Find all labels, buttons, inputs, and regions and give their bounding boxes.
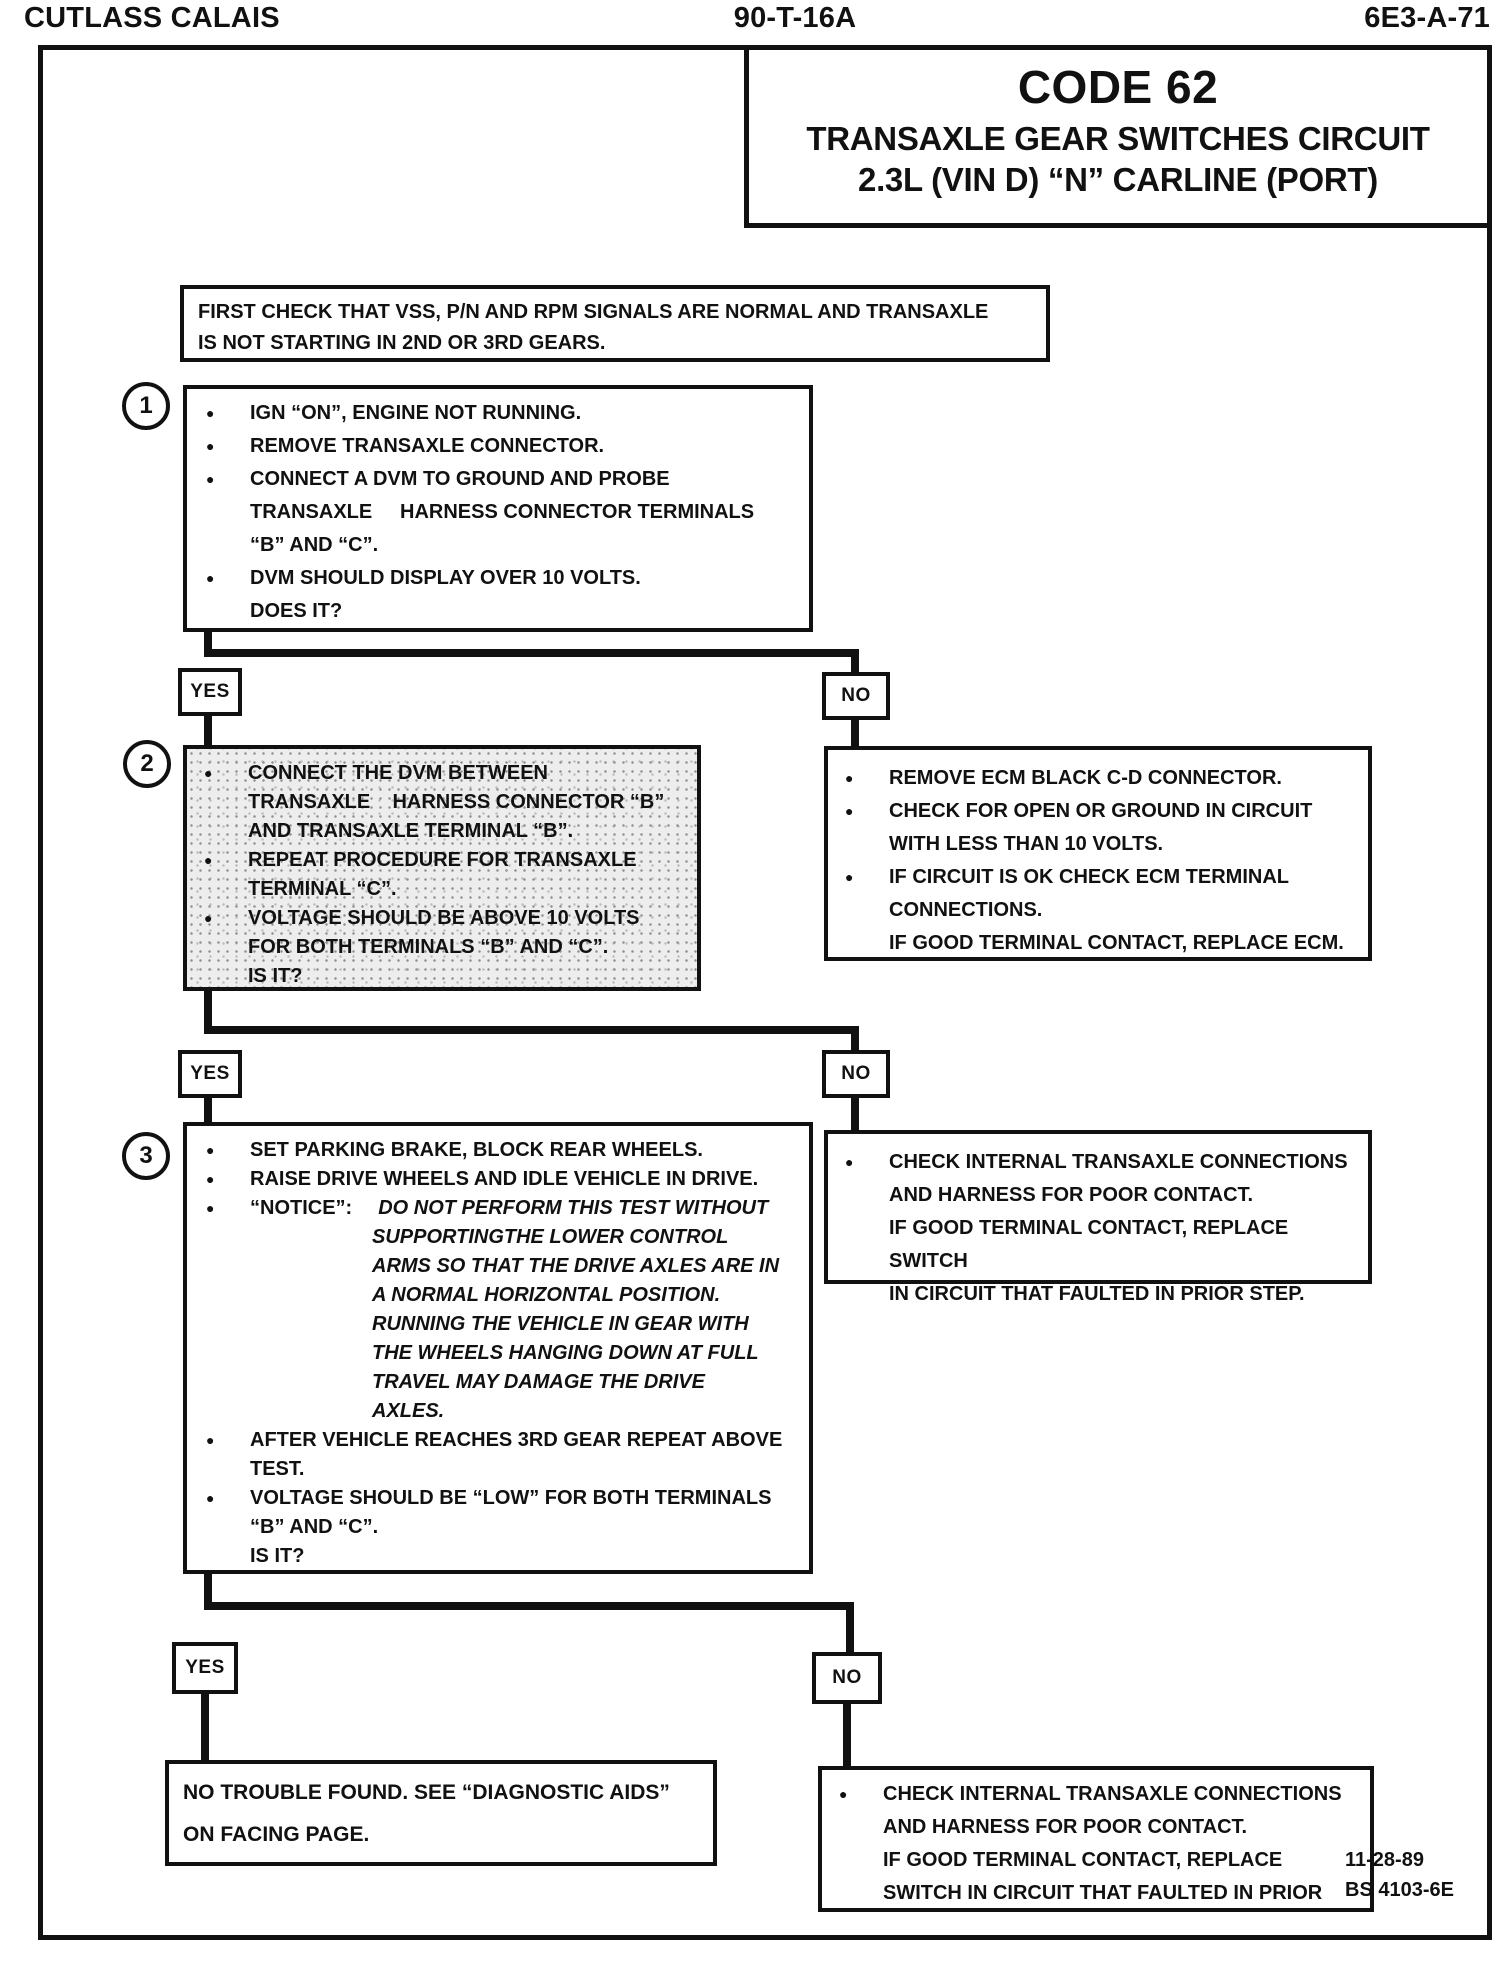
text-run: VOLTAGE SHOULD BE “LOW” FOR BOTH TERMINALS	[250, 1487, 772, 1509]
connector-line	[843, 1702, 851, 1768]
bullet-spacer	[842, 1179, 889, 1212]
text-run: IF GOOD TERMINAL CONTACT, REPLACE SWITCH	[889, 1217, 1289, 1272]
text-line	[203, 1542, 809, 1571]
text-run: SWITCH IN CIRCUIT THAT FAULTED IN PRIOR	[883, 1882, 1323, 1904]
dtc-code-title: CODE 62	[1017, 61, 1219, 113]
text-run: FIRST CHECK THAT VSS, P/N AND RPM SIGNALS ARE NORMAL AND TRANSAXLE	[198, 301, 989, 323]
bullet-spacer	[842, 1212, 889, 1278]
no-label: NO	[841, 1063, 871, 1084]
text-line	[203, 397, 809, 430]
text-run: CHECK FOR OPEN OR GROUND IN CIRCUIT	[889, 800, 1313, 822]
page-footer	[1345, 1845, 1454, 1905]
text-line-label	[248, 904, 697, 933]
text-line-label	[889, 795, 1368, 828]
text-line	[203, 1368, 809, 1397]
text-run: IF CIRCUIT IS OK CHECK ECM TERMINAL	[889, 866, 1289, 888]
text-line	[201, 933, 697, 962]
text-line-label	[889, 762, 1368, 795]
text-line	[842, 1179, 1368, 1212]
text-line	[203, 1513, 809, 1542]
text-line	[203, 463, 809, 496]
text-run: WITH LESS THAN 10 VOLTS.	[889, 833, 1164, 855]
connector-line	[204, 649, 859, 657]
step-number: 2	[140, 750, 154, 777]
text-line	[203, 595, 809, 628]
text-line-label	[889, 1278, 1368, 1311]
text-line-label	[889, 1212, 1368, 1278]
text-line-label	[250, 1281, 809, 1310]
text-line	[203, 1310, 809, 1339]
bullet-spacer	[203, 1252, 250, 1281]
decision-3-yes-box	[172, 1642, 238, 1694]
text-line-label	[250, 397, 809, 430]
text-line	[203, 1426, 809, 1455]
text-line-label	[183, 1814, 713, 1856]
text-run: DVM SHOULD DISPLAY OVER 10 VOLTS.	[250, 567, 641, 589]
bullet-spacer	[203, 1310, 250, 1339]
text-run: REPEAT PROCEDURE FOR TRANSAXLE	[248, 849, 637, 871]
bullet-icon: ●	[204, 852, 213, 868]
text-line	[198, 328, 1046, 359]
text-run: ARMS SO THAT THE DRIVE AXLES ARE IN	[372, 1255, 780, 1277]
bullet-spacer	[201, 875, 248, 904]
bullet-spacer	[203, 496, 250, 529]
text-line	[183, 1772, 713, 1814]
bullet-spacer	[842, 894, 889, 927]
connector-line	[851, 649, 859, 674]
text-line	[201, 788, 697, 817]
connector-line	[201, 1692, 209, 1762]
bullet-spacer	[836, 1844, 883, 1877]
text-line	[842, 1278, 1368, 1311]
text-line-label	[250, 430, 809, 463]
footer-date: 11-28-89	[1345, 1849, 1424, 1871]
step-number: 3	[139, 1142, 153, 1169]
text-run: TRAVEL MAY DAMAGE THE DRIVE	[372, 1371, 705, 1393]
text-line	[842, 1212, 1368, 1278]
text-run: CHECK INTERNAL TRANSAXLE CONNECTIONS	[883, 1783, 1342, 1805]
text-line	[183, 1814, 713, 1856]
text-line	[836, 1844, 1370, 1877]
text-line-label	[250, 1165, 809, 1194]
text-line-label	[883, 1877, 1370, 1910]
result-yes-box	[165, 1760, 717, 1866]
bullet-spacer	[203, 1281, 250, 1310]
step-3-action-box	[183, 1122, 813, 1574]
step-1-action-box	[183, 385, 813, 632]
text-line	[201, 759, 697, 788]
text-run: TRANSAXLE HARNESS CONNECTOR “B”	[248, 791, 665, 813]
bullet-spacer	[842, 1278, 889, 1311]
text-run: CONNECTIONS.	[889, 899, 1043, 921]
text-run: NO TROUBLE FOUND. SEE “DIAGNOSTIC AIDS”	[183, 1781, 670, 1804]
text-run: ON FACING PAGE.	[183, 1823, 370, 1846]
text-line	[201, 817, 697, 846]
text-run: A NORMAL HORIZONTAL POSITION.	[372, 1284, 721, 1306]
text-run: DO NOT PERFORM THIS TEST WITHOUT	[378, 1197, 769, 1219]
bullet-icon: ●	[206, 1490, 215, 1506]
bullet-spacer	[201, 933, 248, 962]
connector-line	[204, 714, 212, 747]
text-run: SUPPORTINGTHE LOWER CONTROL	[372, 1226, 729, 1248]
text-line-label	[889, 828, 1368, 861]
text-line	[203, 562, 809, 595]
text-line-label	[883, 1811, 1370, 1844]
text-line-label	[883, 1844, 1370, 1877]
text-line-label	[250, 1223, 809, 1252]
text-line-label	[889, 1146, 1368, 1179]
bullet-spacer	[201, 962, 248, 991]
text-line	[203, 1455, 809, 1484]
step-3-number-badge	[122, 1132, 170, 1180]
bullet-spacer	[203, 1223, 250, 1252]
bullet-icon: ●	[206, 1200, 215, 1216]
yes-label: YES	[185, 1657, 225, 1678]
text-run: AND TRANSAXLE TERMINAL “B”.	[248, 820, 574, 842]
text-line-label	[250, 1455, 809, 1484]
step-1-number-badge	[122, 382, 170, 430]
bullet-icon: ●	[206, 438, 215, 454]
bullet-icon: ●	[206, 1142, 215, 1158]
text-line	[842, 762, 1368, 795]
text-run: CONNECT THE DVM BETWEEN	[248, 762, 548, 784]
bullet-spacer	[842, 828, 889, 861]
text-line-label	[250, 1252, 809, 1281]
text-line	[201, 962, 697, 991]
text-line-label	[248, 817, 697, 846]
connector-line	[204, 1602, 854, 1610]
text-line	[203, 1165, 809, 1194]
text-line-label	[883, 1778, 1370, 1811]
bullet-icon: ●	[206, 405, 215, 421]
text-line	[203, 1484, 809, 1513]
text-line-label	[250, 1194, 809, 1223]
decision-1-no-box	[822, 672, 890, 720]
text-line-label	[889, 927, 1368, 960]
text-run: TERMINAL “C”.	[248, 878, 397, 900]
text-line-label	[248, 962, 697, 991]
text-line-label	[250, 1368, 809, 1397]
bullet-spacer	[201, 788, 248, 817]
text-run: VOLTAGE SHOULD BE ABOVE 10 VOLTS	[248, 907, 640, 929]
text-run: REMOVE TRANSAXLE CONNECTOR.	[250, 435, 605, 457]
text-line	[201, 846, 697, 875]
text-run: THE WHEELS HANGING DOWN AT FULL	[372, 1342, 759, 1364]
decision-2-yes-box	[178, 1050, 242, 1098]
page-header-doc-number: 90-T-16A	[733, 2, 857, 34]
bullet-icon: ●	[204, 765, 213, 781]
text-line	[203, 496, 809, 529]
text-run: SET PARKING BRAKE, BLOCK REAR WHEELS.	[250, 1139, 703, 1161]
footer-doc-code: BS 4103-6E	[1345, 1879, 1454, 1901]
text-run: TRANSAXLE HARNESS CONNECTOR TERMINALS	[250, 501, 755, 523]
text-run: AXLES.	[372, 1400, 445, 1422]
bullet-spacer	[842, 927, 889, 960]
text-line	[203, 1194, 809, 1223]
yes-label: YES	[190, 1063, 230, 1084]
text-line-label	[183, 1772, 713, 1814]
text-line	[203, 1252, 809, 1281]
text-run: TEST.	[250, 1458, 305, 1480]
text-line	[198, 297, 1046, 328]
decision-2-no-result-box	[824, 1130, 1372, 1305]
text-line-label	[250, 1542, 809, 1571]
bullet-spacer	[201, 817, 248, 846]
bullet-icon: ●	[206, 1432, 215, 1448]
bullet-spacer	[836, 1811, 883, 1844]
text-line	[842, 828, 1368, 861]
text-line-label	[250, 529, 809, 562]
text-line-label	[250, 496, 809, 529]
text-line-label	[198, 328, 1046, 359]
bullet-icon: ●	[845, 803, 854, 819]
text-line-label	[889, 1179, 1368, 1212]
decision-3-no-box	[812, 1652, 882, 1704]
text-run: REMOVE ECM BLACK C-D CONNECTOR.	[889, 767, 1282, 789]
text-line-label	[250, 1426, 809, 1455]
result-no-box	[818, 1766, 1374, 1912]
text-run: IF GOOD TERMINAL CONTACT, REPLACE ECM.	[889, 932, 1344, 954]
text-run: AND HARNESS FOR POOR CONTACT.	[883, 1816, 1248, 1838]
text-line-label	[250, 562, 809, 595]
title-subtitle-1: TRANSAXLE GEAR SWITCHES CIRCUIT	[806, 120, 1430, 157]
text-line	[842, 795, 1368, 828]
text-run: AFTER VEHICLE REACHES 3RD GEAR REPEAT ABOVE	[250, 1429, 783, 1451]
decision-1-no-result-box	[824, 746, 1372, 961]
connector-line	[846, 1602, 854, 1654]
step-2-action-box	[183, 745, 701, 991]
text-line-label	[248, 846, 697, 875]
bullet-icon: ●	[204, 910, 213, 926]
connector-line	[204, 1026, 859, 1034]
bullet-icon: ●	[845, 770, 854, 786]
text-line-label	[889, 861, 1368, 894]
text-run: AND HARNESS FOR POOR CONTACT.	[889, 1184, 1254, 1206]
text-line	[203, 430, 809, 463]
bullet-icon: ●	[206, 471, 215, 487]
text-line-label	[248, 933, 697, 962]
text-line-label	[248, 875, 697, 904]
bullet-icon: ●	[845, 869, 854, 885]
text-run: CONNECT A DVM TO GROUND AND PROBE	[250, 468, 670, 490]
text-line	[842, 927, 1368, 960]
bullet-spacer	[203, 1339, 250, 1368]
text-line	[203, 1397, 809, 1426]
text-line-label	[250, 1136, 809, 1165]
text-line-label	[248, 788, 697, 817]
text-line-label	[250, 463, 809, 496]
text-run: RUNNING THE VEHICLE IN GEAR WITH	[372, 1313, 749, 1335]
bullet-spacer	[203, 595, 250, 628]
title-subtitle-2: 2.3L (VIN D) “N” CARLINE (PORT)	[858, 161, 1378, 198]
no-label: NO	[841, 685, 871, 706]
precheck-note-box	[180, 285, 1050, 362]
text-line	[201, 875, 697, 904]
text-line	[203, 1339, 809, 1368]
bullet-icon: ●	[206, 1171, 215, 1187]
yes-label: YES	[190, 681, 230, 702]
text-line-label	[250, 595, 809, 628]
bullet-spacer	[836, 1877, 883, 1910]
bullet-spacer	[203, 1455, 250, 1484]
text-line-label	[889, 894, 1368, 927]
text-run: “B” AND “C”.	[250, 534, 379, 556]
text-line	[842, 861, 1368, 894]
text-run: IS IT?	[248, 965, 303, 987]
text-run: “B” AND “C”.	[250, 1516, 379, 1538]
text-line	[203, 1281, 809, 1310]
decision-2-no-box	[822, 1050, 890, 1098]
connector-line	[851, 718, 859, 748]
title-box	[744, 45, 1492, 228]
step-number: 1	[139, 392, 153, 419]
text-line	[836, 1778, 1370, 1811]
text-line	[842, 1146, 1368, 1179]
text-run: FOR BOTH TERMINALS “B” AND “C”.	[248, 936, 609, 958]
text-line-label	[250, 1310, 809, 1339]
notice-label: “NOTICE”:	[250, 1197, 353, 1219]
page-header-model: CUTLASS CALAIS	[24, 2, 280, 34]
text-line	[836, 1877, 1370, 1910]
text-line-label	[248, 759, 697, 788]
decision-1-yes-box	[178, 668, 242, 716]
text-line-label	[250, 1397, 809, 1426]
page-header-page-code: 6E3-A-71	[1364, 2, 1490, 34]
connector-line	[851, 1096, 859, 1132]
text-run: IF GOOD TERMINAL CONTACT, REPLACE	[883, 1849, 1283, 1871]
bullet-icon: ●	[845, 1154, 854, 1170]
bullet-spacer	[203, 1513, 250, 1542]
text-run: DOES IT?	[250, 600, 343, 622]
bullet-icon: ●	[206, 570, 215, 586]
text-run: RAISE DRIVE WHEELS AND IDLE VEHICLE IN DRIVE.	[250, 1168, 759, 1190]
text-run: IGN “ON”, ENGINE NOT RUNNING.	[250, 402, 582, 424]
bullet-spacer	[203, 529, 250, 562]
text-line-label	[250, 1339, 809, 1368]
text-line-label	[198, 297, 1046, 328]
text-line-label	[250, 1484, 809, 1513]
text-line	[203, 1136, 809, 1165]
text-run: CHECK INTERNAL TRANSAXLE CONNECTIONS	[889, 1151, 1348, 1173]
text-line	[842, 894, 1368, 927]
no-label: NO	[832, 1667, 862, 1688]
step-2-number-badge	[123, 740, 171, 788]
text-run: IS IT?	[250, 1545, 305, 1567]
text-line	[203, 1223, 809, 1252]
text-line	[203, 529, 809, 562]
text-line-label	[250, 1513, 809, 1542]
text-run: IN CIRCUIT THAT FAULTED IN PRIOR STEP.	[889, 1283, 1305, 1305]
bullet-spacer	[203, 1397, 250, 1426]
bullet-icon: ●	[839, 1786, 848, 1802]
text-line	[201, 904, 697, 933]
text-line	[836, 1811, 1370, 1844]
bullet-spacer	[203, 1542, 250, 1571]
text-run: IS NOT STARTING IN 2ND OR 3RD GEARS.	[198, 332, 606, 354]
bullet-spacer	[203, 1368, 250, 1397]
